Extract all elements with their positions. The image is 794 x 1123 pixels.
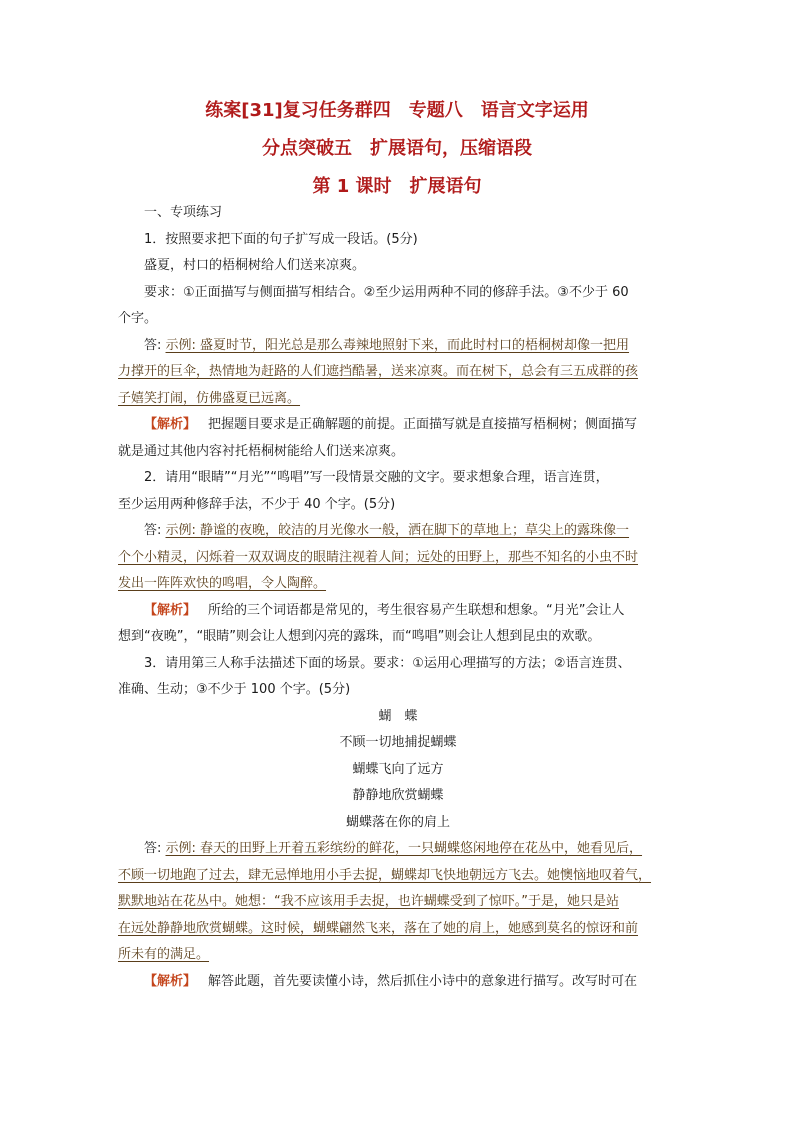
q1-explanation <box>118 412 678 439</box>
section-heading: 一、专项练习 <box>144 205 223 220</box>
poem-line: 静静地欣赏蝴蝶 <box>352 788 444 803</box>
q2-stem-cont: 至少运用两种修辞手法，不少于 40 个字。(5分) <box>118 496 396 512</box>
answer-prefix: 答: <box>144 841 166 856</box>
q1-answer-line <box>118 333 678 360</box>
q1-answer-end-line <box>118 386 678 413</box>
q2-answer-text: 示例: 静谧的夜晚，皎洁的月光像水一般，洒在脚下的草地上；草尖上的露珠像一 <box>165 523 630 538</box>
q1-sentence: 盛夏，村口的梧桐树给人们送来凉爽。 <box>144 258 366 273</box>
q3-answer-end: 所未有的满足。 <box>118 947 210 962</box>
poem-line: 蝴蝶落在你的肩上 <box>345 814 450 830</box>
q2-explanation-text: 所给的三个词语都是常见的，考生很容易产生联想和想象。“月光”会让人 <box>208 602 625 618</box>
q3-stem-cont: 准确、生动；③不少于 100 个字。(5分) <box>118 682 351 697</box>
analysis-tag: 【解析】 <box>144 417 197 432</box>
q1-answer-text: 示例: 盛夏时节，阳光总是那么毒辣地照射下来，而此时村口的梧桐树却像一把用 <box>165 337 630 353</box>
title-block <box>0 92 794 206</box>
q3-explanation <box>118 969 678 996</box>
q3-explanation-text: 解答此题，首先要读懂小诗，然后抓住小诗中的意象进行描写。改写时可在 <box>208 973 638 989</box>
q1-requirement: 要求：①正面描写与侧面描写相结合。②至少运用两种不同的修辞手法。③不少于 60 <box>144 284 629 300</box>
main-title: 练案[31]复习任务群四 专题八 语言文字运用 <box>205 100 589 121</box>
q2-answer-cont: 个个小精灵，闪烁着一双双调皮的眼睛注视着人间；远处的田野上，那些不知名的小虫不时 <box>118 549 639 565</box>
q3-answer-cont: 在远处静静地欣赏蝴蝶。这时候，蝴蝶翩然飞来，落在了她的肩上，她感到莫名的惊讶和前 <box>118 920 639 936</box>
q3-answer-cont: 默默地站在花丛中。她想：“我不应该用手去捉，也许蝴蝶受到了惊吓。”于是，她只是站 <box>118 894 619 909</box>
q3-answer-end-line <box>118 942 678 969</box>
q1-explanation-cont: 就是通过其他内容衬托梧桐树能给人们送来凉爽。 <box>118 443 405 459</box>
sub-title: 分点突破五 扩展语句，压缩语段 <box>262 138 532 159</box>
poem-line: 不顾一切地捕捉蝴蝶 <box>339 735 457 750</box>
q2-answer-line <box>118 518 678 545</box>
q2-explanation <box>118 598 678 625</box>
q1-answer-end: 子嬉笑打闹，仿佛盛夏已远离。 <box>118 390 301 406</box>
analysis-tag: 【解析】 <box>144 973 197 989</box>
lesson-title: 第 1 课时 扩展语句 <box>312 176 482 197</box>
q2-stem: 2．请用“眼睛”“月光”“鸣唱”写一段情景交融的文字。要求想象合理，语言连贯， <box>144 470 609 485</box>
q2-answer-end-line <box>118 571 678 598</box>
q1-stem: 1．按照要求把下面的句子扩写成一段话。(5分) <box>144 231 418 247</box>
q3-answer-line <box>118 836 678 863</box>
q2-explanation-cont: 想到“夜晚”，“眼睛”则会让人想到闪亮的露珠，而“鸣唱”则会让人想到昆虫的欢歌。 <box>118 629 601 644</box>
q1-requirement-cont: 个字。 <box>118 311 158 326</box>
poem-line: 蝴蝶飞向了远方 <box>352 761 444 777</box>
answer-prefix: 答: <box>144 523 166 538</box>
answer-prefix: 答: <box>144 337 166 353</box>
q1-explanation-text: 把握题目要求是正确解题的前提。正面描写就是直接描写梧桐树；侧面描写 <box>208 417 638 432</box>
q2-answer-end: 发出一阵阵欢快的鸣唱，令人陶醉。 <box>118 576 327 591</box>
q1-answer-cont: 力撑开的巨伞，热情地为赶路的人们遮挡酷暑，送来凉爽。而在树下，总会有三五成群的孩 <box>118 364 639 379</box>
q3-answer-cont: 不顾一切地跑了过去，肆无忌惮地用小手去捉，蝴蝶却飞快地朝远方飞去。她懊恼地叹着气， <box>118 867 652 883</box>
q3-answer-text: 示例: 春天的田野上开着五彩缤纷的鲜花，一只蝴蝶悠闲地停在花丛中，她看见后， <box>165 841 643 856</box>
exercise-body <box>118 200 678 995</box>
analysis-tag: 【解析】 <box>144 602 197 618</box>
poem-title: 蝴 蝶 <box>378 708 418 724</box>
q3-stem: 3．请用第三人称手法描述下面的场景。要求：①运用心理描写的方法；②语言连贯、 <box>144 655 631 671</box>
